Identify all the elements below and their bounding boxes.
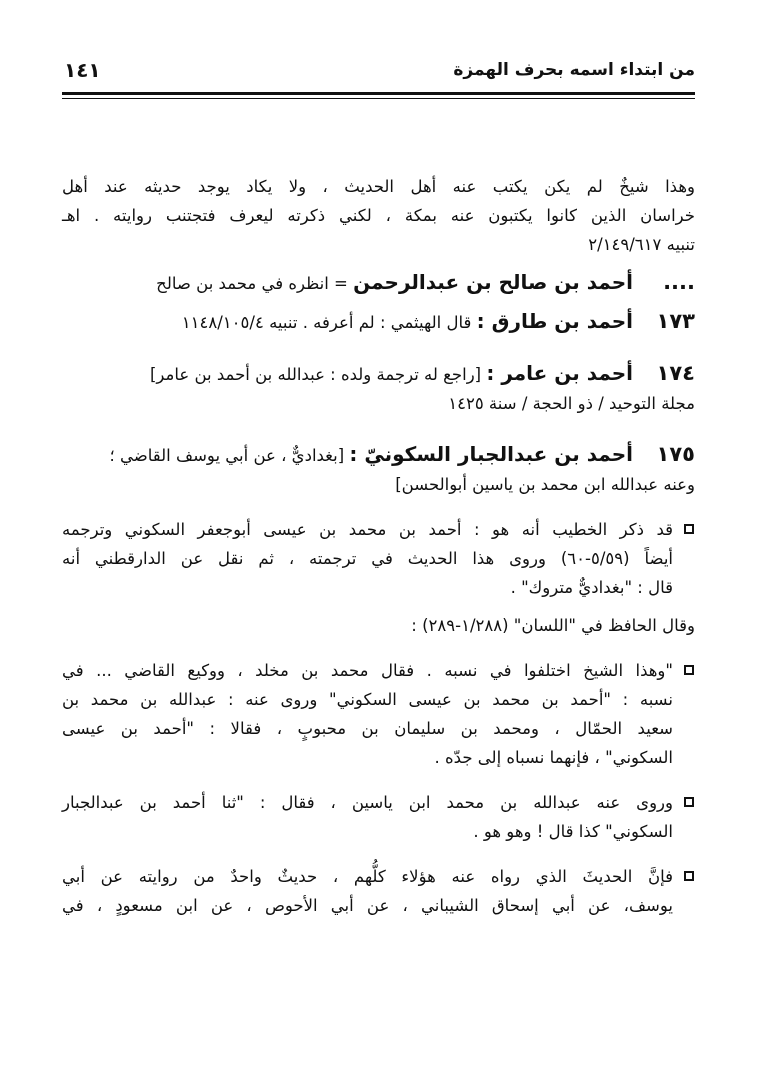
entry-text: [راجع له ترجمة ولده : عبدالله بن أحمد بن عامر] [149,365,487,384]
entry-text: = انظره في محمد بن صالح [156,274,354,293]
bullet-line: السكوني" ، فإنهما نسباه إلى جدّه . [434,748,673,767]
bullet-line: قال : "بغداديٌّ متروك" . [510,578,673,597]
bullet-line: نسبه : "أحمد بن محمد بن عيسى السكوني" وروى عنه : عبدالله بن محمد بن [62,690,673,709]
bullet-paragraph-4 [62,862,695,920]
square-bullet-icon [684,665,694,675]
bullet-line: وروى عنه عبدالله بن محمد ابن ياسين ، فقال : "ثنا أحمد بن عبدالجبار [62,793,673,812]
entry-174-continuation: مجلة التوحيد / ذو الحجة / سنة ١٤٢٥ [448,394,695,413]
bullet-line: السكوني" كذا قال ! وهو هو . [473,822,673,841]
lisan-quote-intro: وقال الحافظ في "اللسان" (١/٢٨٨-٢٨٩) : [411,616,695,635]
entry-cross-reference [62,268,695,298]
header-rule-thin [62,98,695,99]
intro-source-line: تنبيه ٢/١٤٩/٦١٧ [588,235,695,254]
entry-173 [62,307,695,337]
entry-175 [62,440,695,470]
bullet-paragraph-1 [62,515,695,602]
bullet-paragraph-2 [62,656,695,772]
square-bullet-icon [684,524,694,534]
bullet-line: قد ذكر الخطيب أنه هو : أحمد بن محمد بن عيسى أبوجعفر السكوني وترجمه [62,520,673,539]
bullet-line: فإنَّ الحديثَ الذي رواه عنه هؤلاء كلُّهم ، حديثٌ واحدٌ من روايته عن أبي [62,867,673,886]
entry-name: أحمد بن صالح بن عبدالرحمن [353,270,633,294]
running-title: من ابتداء اسمه بحرف الهمزة [453,60,695,80]
entry-number: .... [663,270,695,294]
intro-line: وهذا شيخٌ لم يكن يكتب عنه أهل الحديث ، ولا يكاد يوجد حديثه عند أهل [62,177,695,196]
square-bullet-icon [684,871,694,881]
entry-name: أحمد بن عبدالجبار السكونيّ : [349,442,633,466]
entry-174 [62,359,695,389]
entry-number: ١٧٤ [656,361,695,385]
entry-name: أحمد بن طارق : [476,309,633,333]
entry-name: أحمد بن عامر : [486,361,633,385]
bullet-line: يوسف، عن أبي إسحاق الشيباني ، عن أبي الأحوص ، عن ابن مسعودٍ ، في [62,896,673,915]
bullet-line: سعيد الحمّال ، ومحمد بن سليمان بن محبوبٍ ، فقالا : "أحمد بن عيسى [62,719,673,738]
intro-line: خراسان الذين كانوا يكتبون عنه بمكة ، لكني ذكرته ليعرف فتجتنب روايته . اهـ [62,206,695,225]
bullet-line: أيضاً (٥/٥٩-٦٠) وروى هذا الحديث في ترجمته ، ثم نقل عن الدارقطني أنه [62,549,673,568]
bullet-paragraph-3 [62,788,695,846]
entry-number: ١٧٥ [656,442,695,466]
square-bullet-icon [684,797,694,807]
entry-text: قال الهيثمي : لم أعرفه . تنبيه ١١٤٨/١٠٥/٤ [181,313,477,332]
page-number: ١٤١ [64,58,101,82]
entry-number: ١٧٣ [656,309,695,333]
bullet-line: "وهذا الشيخ اختلفوا في نسبه . فقال محمد بن مخلد ، ووكيع القاضي ... في [62,661,673,680]
page-header [64,58,695,88]
page-body [62,172,695,920]
entry-text: [بغداديٌّ ، عن أبي يوسف القاضي ؛ [109,446,350,465]
header-rule-thick [62,92,695,95]
entry-175-continuation: وعنه عبدالله ابن محمد بن ياسين أبوالحسن] [395,475,695,494]
